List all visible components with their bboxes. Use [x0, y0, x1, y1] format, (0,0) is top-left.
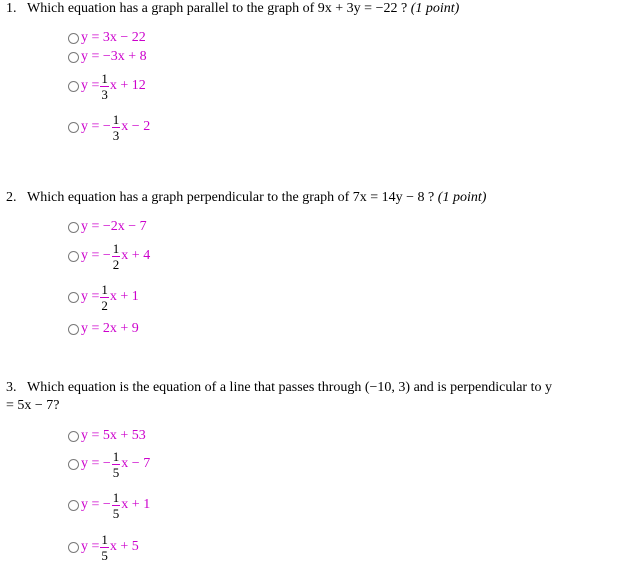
option-text: y = −3x + 8 [81, 49, 147, 64]
fraction-numerator: 1 [112, 448, 120, 464]
option-prefix: y = [81, 539, 100, 554]
radio-button[interactable] [68, 459, 79, 470]
fraction-denominator: 3 [112, 127, 120, 143]
option-text: y = 5x + 53 [81, 428, 146, 443]
fraction-numerator: 1 [112, 111, 120, 127]
question-number: 3. [6, 380, 17, 395]
radio-button[interactable] [68, 500, 79, 511]
fraction [100, 71, 109, 102]
radio-button[interactable] [68, 52, 79, 63]
option-prefix: y = − [81, 248, 111, 263]
option-suffix: x − 2 [121, 119, 151, 134]
question-text-continuation: = 5x − 7? [6, 398, 60, 413]
fraction-numerator: 1 [101, 281, 108, 297]
fraction-numerator: 1 [101, 531, 108, 547]
points-label: (1 point) [410, 1, 460, 16]
answer-option[interactable] [68, 105, 150, 149]
question-number: 2. [6, 190, 17, 205]
answer-option[interactable] [68, 320, 139, 338]
answer-option[interactable] [68, 442, 150, 486]
fraction-numerator: 1 [101, 70, 108, 86]
question-number: 1. [6, 1, 17, 16]
option-prefix: y = − [81, 497, 111, 512]
option-prefix: y = − [81, 119, 111, 134]
option-text: y = 3x − 22 [81, 30, 146, 45]
answer-option[interactable] [68, 483, 150, 527]
fraction [100, 282, 109, 313]
radio-button[interactable] [68, 324, 79, 335]
answer-option[interactable] [68, 275, 139, 319]
option-text: y = 2x + 9 [81, 321, 139, 336]
question-text: Which equation has a graph parallel to the graph of 9x + 3y = −22 ? [27, 1, 408, 16]
question-text: Which equation has a graph perpendicular to the graph of 7x = 14y − 8 ? [27, 190, 435, 205]
option-suffix: x + 12 [109, 78, 146, 93]
option-prefix: y = [81, 289, 100, 304]
answer-option[interactable] [68, 234, 150, 278]
option-suffix: x + 1 [109, 289, 139, 304]
fraction [112, 241, 121, 272]
fraction-denominator: 5 [101, 547, 108, 563]
fraction-denominator: 3 [101, 86, 108, 102]
fraction-denominator: 2 [112, 256, 120, 272]
option-prefix: y = [81, 78, 100, 93]
points-label: (1 point) [437, 190, 487, 205]
option-suffix: x + 1 [121, 497, 151, 512]
fraction-numerator: 1 [112, 240, 120, 256]
radio-button[interactable] [68, 251, 79, 262]
fraction-numerator: 1 [112, 489, 120, 505]
answer-option[interactable] [68, 29, 146, 47]
radio-button[interactable] [68, 292, 79, 303]
fraction [112, 112, 121, 143]
radio-button[interactable] [68, 122, 79, 133]
option-suffix: x − 7 [121, 456, 151, 471]
fraction-denominator: 2 [101, 297, 108, 313]
answer-option[interactable] [68, 64, 146, 108]
radio-button[interactable] [68, 222, 79, 233]
option-suffix: x + 5 [109, 539, 139, 554]
option-text: y = −2x − 7 [81, 219, 147, 234]
fraction-denominator: 5 [112, 505, 120, 521]
fraction [112, 490, 121, 521]
option-prefix: y = − [81, 456, 111, 471]
answer-option[interactable] [68, 525, 139, 569]
fraction-denominator: 5 [112, 464, 120, 480]
fraction [100, 532, 109, 563]
radio-button[interactable] [68, 431, 79, 442]
fraction [112, 449, 121, 480]
radio-button[interactable] [68, 33, 79, 44]
question-text: Which equation is the equation of a line that passes through (−10, 3) and is perpendicular to y [27, 380, 552, 395]
radio-button[interactable] [68, 542, 79, 553]
option-suffix: x + 4 [121, 248, 151, 263]
radio-button[interactable] [68, 81, 79, 92]
